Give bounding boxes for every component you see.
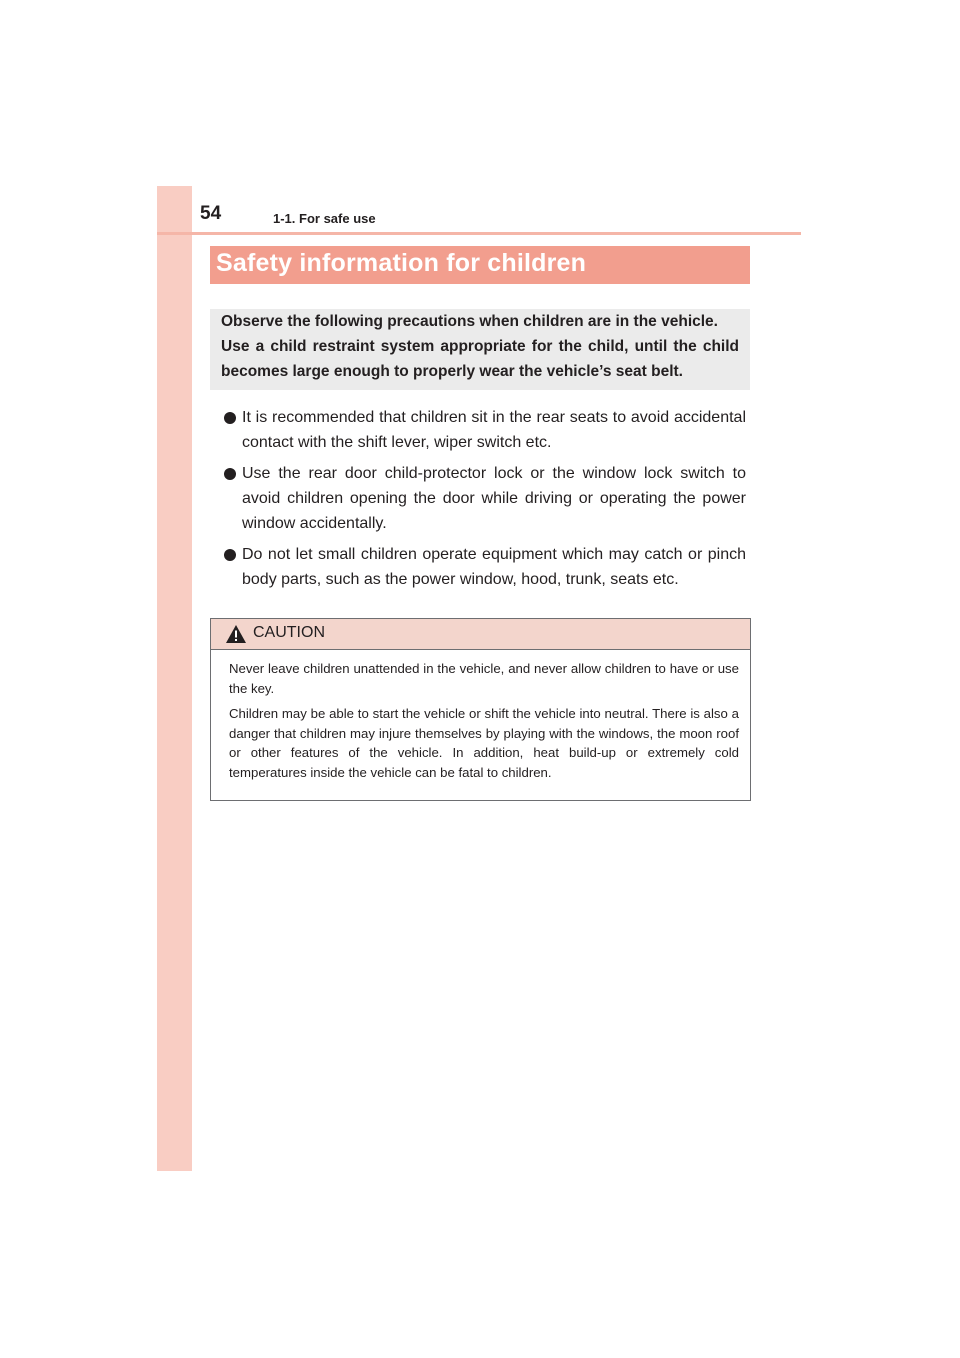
list-item <box>224 461 746 536</box>
bullet-text: Use the rear door child-protector lock or the window lock switch to avoid children opening the door while driving or operating the power window accidentally. <box>242 465 746 532</box>
side-strip <box>157 186 192 1171</box>
caution-box <box>210 618 751 801</box>
bullet-dot-icon <box>224 468 236 480</box>
caution-paragraph: Children may be able to start the vehicle or shift the vehicle into neutral. There is also a danger that children may injure themselves by playing with the windows, the moon roof or other features of the vehicle. In addition, heat build-up or extremely cold temperatures inside the vehicle can be fatal to children. <box>229 706 739 780</box>
header-rule <box>157 232 801 235</box>
caution-label: CAUTION <box>253 624 325 641</box>
bullet-text: It is recommended that children sit in the rear seats to avoid accidental contact with the shift lever, wiper switch etc. <box>242 409 746 451</box>
list-item <box>224 542 746 592</box>
intro-line: Observe the following precautions when children are in the vehicle. <box>221 313 718 330</box>
title-bar <box>210 246 750 284</box>
intro-box <box>210 309 750 390</box>
intro-line: Use a child restraint system appropriate for the child, until the child becomes large enough to properly wear the vehicle’s seat belt. <box>221 338 739 380</box>
list-item <box>224 405 746 455</box>
page-number: 54 <box>200 203 222 224</box>
bullet-dot-icon <box>224 412 236 424</box>
warning-triangle-icon <box>225 624 247 644</box>
intro-text <box>221 309 739 384</box>
section-label: 1-1. For safe use <box>273 211 376 226</box>
bullet-text: Do not let small children operate equipment which may catch or pinch body parts, such as the power window, hood, trunk, seats etc. <box>242 546 746 588</box>
page-title: Safety information for children <box>216 249 587 277</box>
caution-body <box>229 659 739 788</box>
caution-paragraph: Never leave children unattended in the vehicle, and never allow children to have or use the key. <box>229 661 739 696</box>
caution-header <box>211 619 750 650</box>
bullet-dot-icon <box>224 549 236 561</box>
bullet-list <box>224 405 746 598</box>
